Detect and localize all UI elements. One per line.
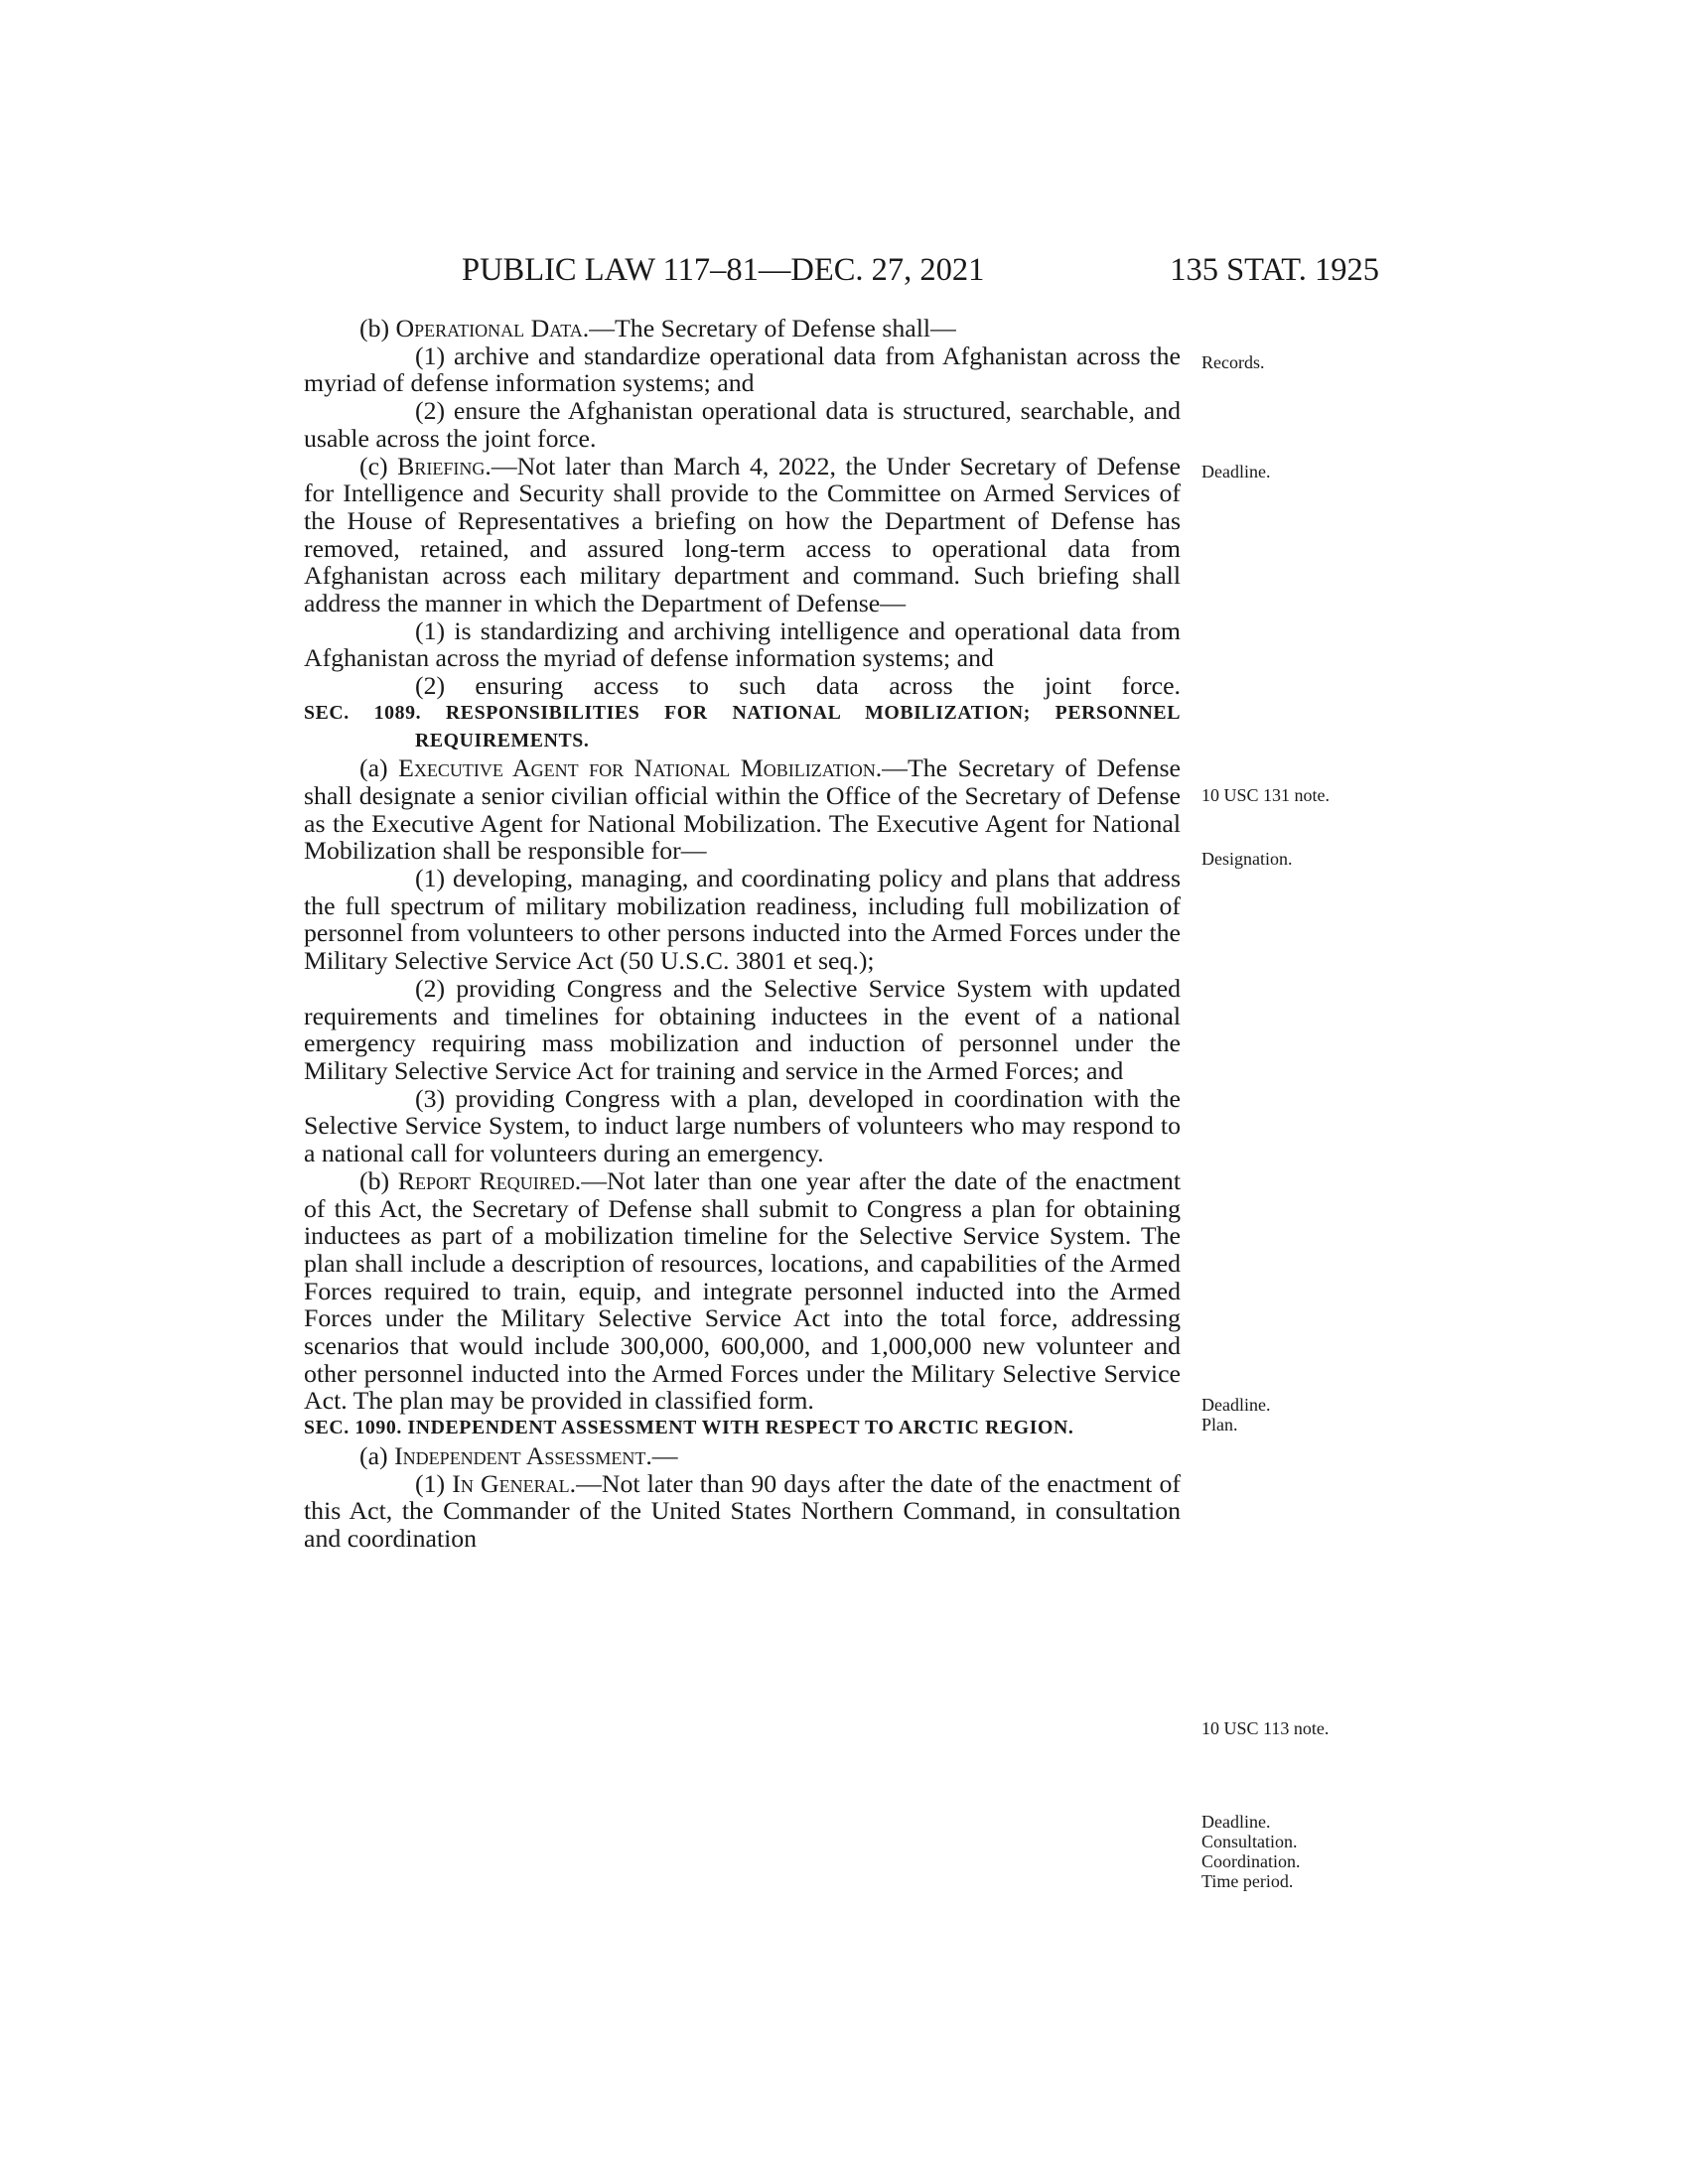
margin-note-designation: Designation. [1201,849,1293,869]
paragraph-label: (1) [415,1468,453,1498]
paragraph-b1: (1) archive and standardize operational data from Afghanistan across the myriad of defense information systems; and [304,341,1181,398]
body-text-column [304,315,1181,1553]
subsection-intro: .—The Secretary of Defense shall— [582,314,956,342]
paragraph-1089-a2: (2) providing Congress and the Selective Service System with updated requirements and timelines for obtaining inductees in the event of a national emergency requiring mass mobilization and induction of personnel under the Military Selective Service Act for training and service in the Armed Forces; and [304,973,1181,1085]
section-1089-heading: SEC. 1089. RESPONSIBILITIES FOR NATIONAL MOBILIZATION; PERSONNEL REQUIREMENTS. [304,701,1181,751]
subsection-heading: Operational Data [395,314,583,342]
margin-note-plan: Plan. [1201,1415,1238,1434]
margin-note-time-period: Time period. [1201,1871,1294,1891]
subsection-1089-b [304,1167,1181,1415]
paragraph-c2: (2) ensuring access to such data across the joint force. [415,671,1181,701]
paragraph-text: .—Not later than 90 days after the date of the enactment of this Act, the Commander of the United States Northern Command, in consultation and coordination [304,1468,1181,1553]
margin-note-records: Records. [1201,352,1265,372]
subsection-label: (a) [359,1440,395,1470]
margin-note-consultation: Consultation. [1201,1832,1298,1851]
paragraph-1090-a1 [304,1470,1181,1553]
paragraph-1089-a1: (1) developing, managing, and coordinating policy and plans that address the full spectrum of military mobilization readiness, including full mobilization of personnel from volunteers to other persons inducted into the Armed Forces under the Military Selective Service Act (50 U.S.C. 3801 et seq.); [304,864,1181,976]
margin-note-deadline-report: Deadline. [1201,1395,1271,1415]
subsection-tail: .— [645,1440,678,1470]
margin-note-coordination: Coordination. [1201,1851,1301,1871]
paragraph-b2: (2) ensure the Afghanistan operational data is structured, searchable, and usable across the joint force. [304,396,1181,453]
section-1090-heading: SEC. 1090. INDEPENDENT ASSESSMENT WITH RESPECT TO ARCTIC REGION. [304,1417,1074,1439]
margin-note-usc-1089: 10 USC 131 note. [1201,785,1331,805]
subsection-1090-a [304,1442,1181,1470]
subsection-label: (a) [359,753,399,783]
subsection-text: .—Not later than one year after the date of the enactment of this Act, the Secretary of Defense shall submit to Congress a plan for obtaining inductees as part of a mobilization timeline for the Selective Service System. The plan shall include a description of resources, locations, and capabilities of the Armed Forces required to train, equip, and integrate personnel inducted into the Armed Forces under the Military Selective Service Act into the total force, addressing scenarios that would include 300,000, 600,000, and 1,000,000 new volunteer and other personnel inducted into the Armed Forces under the Military Selective Service Act. The plan may be provided in classified form. [304,1165,1181,1416]
paragraph-heading: In General [452,1468,570,1498]
subsection-text: .—Not later than March 4, 2022, the Under Secretary of Defense for Intelligence and Security shall provide to the Committee on Armed Services of the House of Representatives a briefing on how the Department of Defense has removed, retained, and assured long-term access to operational data from Afghanistan across each military department and command. Such briefing shall address the manner in which the Department of Defense— [304,451,1181,618]
subsection-heading: Report Required [397,1165,575,1195]
paragraph-c1: (1) is standardizing and archiving intelligence and operational data from Afghanistan across the myriad of defense information systems; and [304,615,1181,673]
subsection-b-operational-data [304,315,1181,342]
margin-note-deadline-assessment: Deadline. [1201,1812,1271,1832]
subsection-label: (c) [359,451,398,480]
page-reference: 135 STAT. 1925 [1170,252,1379,288]
subsection-heading: Independent Assessment [394,1440,646,1470]
subsection-heading: Executive Agent for National Mobilization [398,753,876,783]
subsection-text: .—The Secretary of Defense shall designate a senior civilian official within the Office of the Secretary of Defense as the Executive Agent for National Mobilization. The Executive Agent for National Mobilization shall be responsible for— [304,753,1181,866]
subsection-c-briefing [304,453,1181,617]
paragraph-1089-a3: (3) providing Congress with a plan, developed in coordination with the Selective Service System, to induct large numbers of volunteers who may respond to a national call for volunteers during an emergency. [304,1083,1181,1168]
running-head [298,248,1379,292]
subsection-1089-a [304,754,1181,865]
subsection-label: (b) [359,314,396,342]
subsection-label: (b) [359,1165,398,1195]
margin-note-deadline-briefing: Deadline. [1201,462,1271,481]
subsection-heading: Briefing [397,451,486,480]
running-title: PUBLIC LAW 117–81—DEC. 27, 2021 [462,252,985,288]
margin-note-usc-1090: 10 USC 113 note. [1201,1718,1330,1738]
